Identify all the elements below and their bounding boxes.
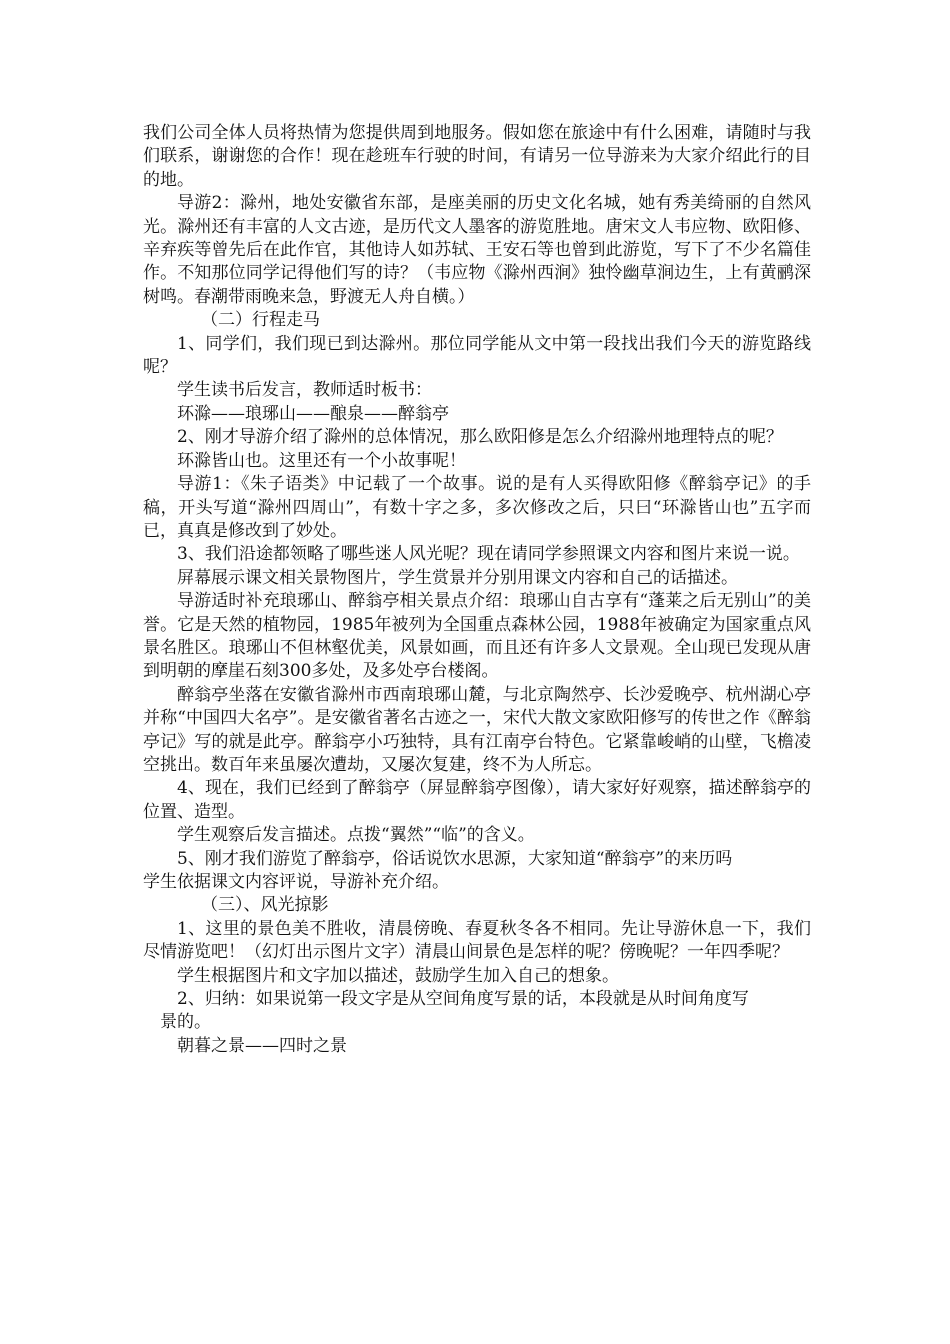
paragraph-scenery: 1、这里的景色美不胜收，清晨傍晚、春夏秋冬各不相同。先让导游休息一下，我们尽情游览吧！（幻灯出示图片文字）清晨山间景色是怎样的呢？傍晚呢？一年四季呢？ xyxy=(143,918,811,963)
paragraph-guide2: 导游2：滁州，地处安徽省东部，是座美丽的历史文化名城，她有秀美绮丽的自然风光。滁州还有丰富的人文古迹，是历代文人墨客的游览胜地。唐宋文人韦应物、欧阳修、辛弃疾等曾先后在此作官，其他诗人如苏轼、王安石等也曾到此游览，写下了不少名篇佳作。不知那位同学记得他们写的诗？（韦应物《滁州西涧》独怜幽草涧边生，上有黄鹂深树鸣。春潮带雨晚来急，野渡无人舟自横。） xyxy=(143,193,811,307)
section-heading-3: （三）、风光掠影 xyxy=(201,895,329,916)
section-heading-2: （二）行程走马 xyxy=(201,310,320,331)
paragraph-q1: 1、同学们，我们现已到达滁州。那位同学能从文中第一段找出我们今天的游览路线呢？ xyxy=(143,333,811,378)
paragraph-summary-cont: 景的。 xyxy=(160,1012,211,1033)
paragraph-observe: 学生观察后发言描述。点拨“翼然”“临”的含义。 xyxy=(177,825,535,846)
paragraph-answer2: 环滁皆山也。这里还有一个小故事呢！ xyxy=(177,450,466,471)
paragraph-screen: 屏幕展示课文相关景物图片，学生赏景并分别用课文内容和自己的话描述。 xyxy=(177,567,738,588)
paragraph-langya: 导游适时补充琅琊山、醉翁亭相关景点介绍：琅琊山自古享有“蓬莱之后无别山”的美誉。它是天然的植物园，1985年被列为全国重点森林公园，1988年被确定为国家重点风景名胜区。琅琊山不但林壑优美，风景如画，而且还有许多人文景观。全山现已发现从唐到明朝的摩崖石刻300多处，及多处亭台楼阁。 xyxy=(143,591,811,682)
paragraph-describe: 学生根据图片和文字加以描述，鼓励学生加入自己的想象。 xyxy=(177,965,619,986)
paragraph-intro-cont: 我们公司全体人员将热情为您提供周到地服务。假如您在旅途中有什么困难，请随时与我们联系，谢谢您的合作！现在趁班车行驶的时间，有请另一位导游来为大家介绍此行的目的地。 xyxy=(143,123,811,190)
paragraph-student-comment: 学生依据课文内容评说，导游补充介绍。 xyxy=(143,872,449,892)
document-page xyxy=(143,122,811,1058)
paragraph-student-read: 学生读书后发言，教师适时板书： xyxy=(177,380,432,401)
paragraph-q2: 2、刚才导游介绍了滁州的总体情况，那么欧阳修是怎么介绍滁州地理特点的呢？ xyxy=(177,427,783,448)
paragraph-q3: 3、我们沿途都领略了哪些迷人风光呢？现在请同学参照课文内容和图片来说一说。 xyxy=(177,544,800,565)
paragraph-route: 环滁——琅琊山——酿泉——醉翁亭 xyxy=(177,403,449,424)
paragraph-q5: 5、刚才我们游览了醉翁亭，俗话说饮水思源，大家知道“醉翁亭”的来历吗 xyxy=(177,848,733,869)
paragraph-zuiweng: 醉翁亭坐落在安徽省滁州市西南琅琊山麓，与北京陶然亭、长沙爱晚亭、杭州湖心亭并称“中国四大名亭”。是安徽省著名古迹之一，宋代大散文家欧阳修写的传世之作《醉翁亭记》写的就是此亭。醉翁亭小巧独特，具有江南亭台特色。它紧靠峻峭的山壁，飞檐凌空挑出。数百年来虽屡次遭劫，又屡次复建，终不为人所忘。 xyxy=(143,684,811,775)
paragraph-conclusion: 朝暮之景——四时之景 xyxy=(177,1035,347,1056)
paragraph-summary: 2、归纳：如果说第一段文字是从空间角度写景的话，本段就是从时间角度写 xyxy=(177,989,749,1010)
paragraph-guide1: 导游1：《朱子语类》中记载了一个故事。说的是有人买得欧阳修《醉翁亭记》的手稿，开头写道“滁州四周山”，有数十字之多，多次修改之后，只曰“环滁皆山也”五字而已，真真是修改到了妙处。 xyxy=(143,474,811,541)
paragraph-q4: 4、现在，我们已经到了醉翁亭（屏显醉翁亭图像），请大家好好观察，描述醉翁亭的位置、造型。 xyxy=(143,778,811,822)
